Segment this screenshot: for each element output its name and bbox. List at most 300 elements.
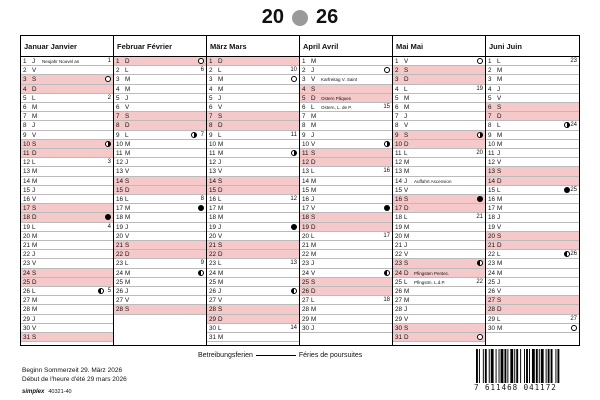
day-row: [300, 250, 392, 259]
weekday-letter: V: [311, 269, 316, 277]
day-number: 12: [116, 159, 124, 167]
week-number: 12: [290, 196, 297, 202]
day-row: [114, 259, 206, 268]
weekday-letter: M: [125, 76, 131, 84]
month-header: Februar Février: [114, 36, 206, 57]
weekday-letter: V: [32, 67, 37, 75]
weekday-letter: J: [125, 94, 129, 102]
day-row: [21, 296, 113, 305]
day-row: [114, 250, 206, 259]
weekday-letter: S: [404, 67, 409, 75]
weekday-letter: M: [497, 140, 503, 148]
day-row: [114, 186, 206, 195]
weekday-letter: S: [32, 334, 37, 341]
day-number: 19: [209, 223, 217, 231]
day-number: 6: [116, 104, 120, 111]
day-row: [393, 324, 485, 333]
weekday-letter: V: [32, 260, 37, 268]
day-row: [486, 85, 579, 94]
day-row: [486, 241, 579, 250]
weekday-letter: J: [32, 251, 36, 259]
weekday-letter: M: [125, 278, 131, 286]
day-number: 22: [302, 251, 310, 259]
weekday-letter: L: [404, 214, 408, 222]
moon-phase-icon: [477, 260, 483, 266]
weekday-letter: V: [404, 58, 409, 65]
weekday-letter: M: [125, 214, 131, 222]
day-number: 2: [116, 67, 120, 75]
day-row: [300, 223, 392, 232]
day-number: 2: [302, 67, 306, 75]
weekday-letter: D: [125, 251, 130, 259]
day-row: [21, 186, 113, 195]
day-row: [486, 158, 579, 167]
day-row: [114, 57, 206, 66]
weekday-letter: L: [32, 223, 36, 231]
day-number: 30: [209, 324, 217, 332]
weekday-letter: M: [311, 251, 317, 259]
day-number: 10: [302, 140, 310, 148]
day-number: 12: [488, 159, 496, 167]
day-number: 3: [488, 76, 492, 84]
day-row: [207, 186, 299, 195]
day-row: [114, 177, 206, 186]
day-row: [300, 241, 392, 250]
weekday-letter: D: [311, 159, 316, 167]
day-row: [393, 94, 485, 103]
day-number: 8: [302, 122, 306, 130]
month-column: [114, 36, 207, 345]
weekday-letter: J: [125, 223, 129, 231]
day-number: 12: [209, 159, 217, 167]
weekday-letter: J: [218, 223, 222, 231]
day-number: 14: [209, 177, 217, 185]
day-number: 18: [488, 214, 496, 222]
weekday-letter: M: [218, 150, 224, 157]
day-row: [486, 121, 579, 130]
day-number: 11: [23, 150, 30, 157]
weekday-letter: S: [311, 214, 316, 222]
weekday-letter: J: [218, 159, 222, 167]
day-number: 21: [395, 242, 403, 249]
moon-phase-icon: [198, 58, 204, 64]
weekday-letter: S: [404, 196, 409, 203]
day-row: [300, 158, 392, 167]
moon-phase-icon: [477, 58, 483, 64]
day-row: [300, 305, 392, 314]
day-number: 18: [395, 214, 403, 222]
day-number: 11: [302, 150, 309, 157]
weekday-letter: V: [32, 131, 37, 139]
feries-label: Féries de poursuites: [298, 352, 363, 359]
day-number: 3: [23, 76, 27, 84]
day-row: [486, 75, 579, 84]
holiday-legend: [198, 352, 362, 359]
day-row: [300, 75, 392, 84]
day-row: [300, 296, 392, 305]
day-row: [393, 103, 485, 112]
day-number: 26: [23, 288, 31, 295]
week-number: 19: [476, 85, 483, 92]
day-row: [486, 213, 579, 222]
day-number: 7: [395, 113, 399, 121]
weekday-letter: J: [311, 131, 315, 139]
day-row: [486, 66, 579, 75]
weekday-letter: S: [218, 306, 223, 314]
weekday-letter: D: [218, 315, 223, 323]
weekday-letter: D: [32, 214, 37, 222]
holiday-label: Auffahrt Ascension: [414, 178, 452, 184]
day-number: 11: [488, 150, 495, 157]
day-number: 31: [395, 334, 403, 341]
weekday-letter: D: [497, 113, 502, 121]
month-column: [21, 36, 114, 345]
weekday-letter: J: [218, 288, 222, 295]
day-row: [207, 112, 299, 121]
weekday-letter: L: [311, 104, 315, 111]
day-row: [21, 94, 113, 103]
day-row: [393, 140, 485, 149]
day-number: 23: [209, 260, 217, 268]
day-number: 14: [302, 177, 310, 185]
day-number: 24: [488, 269, 496, 277]
barcode-number: 7 611468 041172: [474, 383, 557, 392]
day-row: [486, 177, 579, 186]
month-header: Mai Mai: [393, 36, 485, 57]
day-row: [21, 269, 113, 278]
day-row: [393, 112, 485, 121]
day-row: [114, 131, 206, 140]
dst-note-de: Beginn Sommerzeit 29. März 2026: [22, 367, 123, 374]
day-number: 9: [302, 131, 306, 139]
day-number: 22: [116, 251, 124, 259]
day-number: 20: [395, 232, 403, 240]
week-number: 20: [476, 150, 483, 156]
weekday-letter: S: [32, 269, 37, 277]
day-row: [207, 213, 299, 222]
holiday-label: Ostern Pâques: [321, 95, 352, 101]
day-row: [393, 333, 485, 342]
weekday-letter: V: [497, 223, 502, 231]
day-row: [207, 140, 299, 149]
day-number: 26: [116, 288, 124, 295]
day-number: 17: [488, 205, 496, 213]
day-row: [486, 315, 579, 324]
day-row: [207, 103, 299, 112]
weekday-letter: J: [404, 306, 408, 314]
day-number: 14: [488, 177, 496, 185]
day-row: [21, 250, 113, 259]
month-header: April Avril: [300, 36, 392, 57]
week-number: 15: [383, 104, 390, 110]
weekday-letter: M: [218, 76, 224, 84]
day-row: [21, 324, 113, 333]
day-number: 29: [23, 315, 31, 323]
day-row: [114, 296, 206, 305]
weekday-letter: D: [32, 278, 37, 286]
day-number: 19: [116, 223, 124, 231]
day-number: 19: [23, 223, 31, 231]
day-number: 13: [23, 168, 31, 176]
day-row: [21, 75, 113, 84]
weekday-letter: M: [218, 140, 224, 148]
day-number: 4: [116, 85, 120, 93]
weekday-letter: J: [404, 242, 408, 249]
weekday-letter: S: [497, 104, 502, 111]
day-row: [486, 269, 579, 278]
day-row: [21, 223, 113, 232]
weekday-letter: J: [311, 324, 315, 332]
weekday-letter: S: [32, 140, 37, 148]
year-title: [0, 6, 600, 30]
day-row: [486, 57, 579, 66]
weekday-letter: V: [311, 140, 316, 148]
weekday-letter: S: [497, 168, 502, 176]
day-row: [207, 195, 299, 204]
weekday-letter: S: [218, 177, 223, 185]
day-number: 27: [209, 297, 217, 305]
weekday-letter: J: [125, 159, 129, 167]
weekday-letter: D: [125, 186, 130, 194]
day-row: [207, 278, 299, 287]
day-number: 25: [209, 278, 217, 286]
day-number: 16: [488, 196, 496, 203]
weekday-letter: M: [497, 260, 503, 268]
weekday-letter: M: [311, 186, 317, 194]
week-number: 10: [290, 67, 297, 74]
day-number: 1: [116, 58, 120, 65]
weekday-letter: D: [404, 205, 409, 213]
day-number: 13: [395, 168, 403, 176]
weekday-letter: M: [32, 306, 38, 314]
day-number: 24: [395, 269, 403, 277]
day-number: 10: [395, 140, 403, 148]
weekday-letter: L: [404, 150, 408, 157]
day-number: 24: [209, 269, 217, 277]
weekday-letter: V: [125, 168, 130, 176]
weekday-letter: S: [497, 297, 502, 305]
holiday-label: Neujahr Nouvel an: [42, 59, 80, 64]
moon-phase-icon: [384, 141, 390, 147]
day-row: [207, 94, 299, 103]
day-row: [300, 177, 392, 186]
day-number: 7: [302, 113, 306, 121]
day-number: 28: [209, 306, 217, 314]
week-number: 1: [107, 58, 111, 64]
day-row: [207, 204, 299, 213]
day-row: [207, 241, 299, 250]
day-number: 3: [209, 76, 213, 84]
day-row: [486, 204, 579, 213]
weekday-letter: M: [32, 168, 38, 176]
day-number: 4: [302, 85, 306, 93]
day-row: [393, 195, 485, 204]
day-number: 9: [488, 131, 492, 139]
weekday-letter: V: [32, 196, 37, 203]
weekday-letter: S: [404, 260, 409, 268]
weekday-letter: S: [218, 113, 223, 121]
moon-phase-icon: [384, 270, 390, 276]
weekday-letter: M: [497, 131, 503, 139]
day-number: 6: [23, 104, 27, 111]
weekday-letter: M: [32, 297, 38, 305]
day-row: [21, 149, 113, 158]
day-row: [21, 241, 113, 250]
weekday-letter: S: [311, 150, 316, 157]
day-row: [21, 213, 113, 222]
weekday-letter: D: [218, 58, 223, 65]
moon-phase-icon: [384, 67, 390, 73]
day-row: [486, 305, 579, 314]
day-number: 15: [488, 186, 496, 194]
day-row: [393, 287, 485, 296]
day-row: [114, 213, 206, 222]
day-number: 14: [23, 177, 31, 185]
day-number: 21: [302, 242, 310, 249]
day-row: [21, 333, 113, 342]
week-number: 14: [290, 324, 297, 331]
weekday-letter: M: [404, 104, 410, 111]
day-number: 27: [23, 297, 31, 305]
weekday-letter: J: [32, 58, 36, 65]
moon-phase-icon: [105, 141, 111, 147]
weekday-letter: L: [218, 196, 222, 203]
day-row: [393, 186, 485, 195]
day-number: 27: [116, 297, 124, 305]
day-number: 26: [395, 288, 403, 295]
weekday-letter: M: [218, 334, 224, 341]
day-number: 20: [116, 232, 124, 240]
day-number: 17: [116, 205, 124, 213]
weekday-letter: J: [404, 113, 408, 121]
weekday-letter: V: [404, 251, 409, 259]
weekday-letter: M: [218, 214, 224, 222]
weekday-letter: V: [497, 159, 502, 167]
weekday-letter: L: [497, 251, 501, 259]
day-row: [207, 305, 299, 314]
weekday-letter: V: [218, 297, 223, 305]
day-number: 9: [209, 131, 213, 139]
day-number: 30: [302, 324, 310, 332]
dst-note-fr: Début de l'heure d'été 29 mars 2026: [22, 376, 127, 383]
day-number: 9: [395, 131, 399, 139]
weekday-letter: M: [497, 196, 503, 203]
day-row: [21, 259, 113, 268]
weekday-letter: J: [497, 278, 501, 286]
day-number: 16: [116, 196, 124, 203]
day-row: [300, 85, 392, 94]
day-row: [207, 287, 299, 296]
day-row: [207, 85, 299, 94]
day-number: 28: [488, 306, 496, 314]
weekday-letter: L: [218, 67, 222, 75]
day-number: 1: [302, 58, 306, 65]
day-row: [207, 269, 299, 278]
year-right: 26: [316, 6, 339, 28]
weekday-letter: M: [32, 177, 38, 185]
weekday-letter: M: [311, 177, 317, 185]
day-number: 22: [395, 251, 403, 259]
day-number: 6: [302, 104, 306, 111]
day-number: 30: [488, 324, 496, 332]
day-row: [21, 103, 113, 112]
day-number: 14: [395, 177, 403, 185]
day-number: 11: [116, 150, 123, 157]
weekday-letter: D: [311, 94, 316, 102]
weekday-letter: M: [218, 269, 224, 277]
day-number: 10: [116, 140, 124, 148]
moon-phase-icon: [291, 224, 297, 230]
day-row: [21, 66, 113, 75]
weekday-letter: L: [125, 67, 129, 75]
day-row: [114, 195, 206, 204]
day-row: [393, 250, 485, 259]
day-row: [207, 167, 299, 176]
day-number: 13: [116, 168, 124, 176]
day-number: 20: [488, 232, 496, 240]
week-number: 25: [570, 186, 577, 193]
weekday-letter: M: [311, 315, 317, 323]
day-number: 13: [302, 168, 310, 176]
day-row: [114, 232, 206, 241]
weekday-letter: D: [218, 251, 223, 259]
day-row: [207, 177, 299, 186]
week-number: 24: [570, 122, 577, 129]
day-row: [486, 195, 579, 204]
weekday-letter: L: [311, 168, 315, 176]
weekday-letter: L: [218, 324, 222, 332]
weekday-letter: S: [125, 306, 130, 314]
day-row: [300, 140, 392, 149]
week-number: 5: [107, 288, 111, 294]
day-number: 7: [23, 113, 27, 121]
day-row: [393, 296, 485, 305]
day-row: [393, 204, 485, 213]
week-number: 13: [290, 260, 297, 267]
week-number: 2: [107, 94, 111, 101]
day-number: 9: [23, 131, 27, 139]
day-row: [114, 94, 206, 103]
day-row: [300, 121, 392, 130]
weekday-letter: M: [404, 168, 410, 176]
moon-phase-icon: [198, 205, 204, 211]
day-number: 17: [302, 205, 310, 213]
day-number: 28: [395, 306, 403, 314]
day-row: [114, 75, 206, 84]
week-number: 21: [476, 214, 483, 221]
day-number: 1: [488, 58, 492, 65]
day-row: [114, 287, 206, 296]
day-row: [393, 241, 485, 250]
day-row: [207, 75, 299, 84]
day-row: [486, 296, 579, 305]
day-number: 20: [302, 232, 310, 240]
weekday-letter: M: [497, 67, 503, 75]
weekday-letter: D: [32, 150, 37, 157]
day-number: 16: [209, 196, 217, 203]
day-number: 30: [23, 324, 31, 332]
day-row: [393, 269, 485, 278]
day-number: 9: [116, 131, 120, 139]
day-number: 6: [395, 104, 399, 111]
day-number: 21: [116, 242, 124, 249]
weekday-letter: L: [404, 85, 408, 93]
day-number: 1: [209, 58, 213, 65]
day-number: 7: [209, 113, 213, 121]
day-number: 24: [302, 269, 310, 277]
moon-phase-icon: [571, 325, 577, 331]
weekday-letter: L: [32, 94, 36, 102]
